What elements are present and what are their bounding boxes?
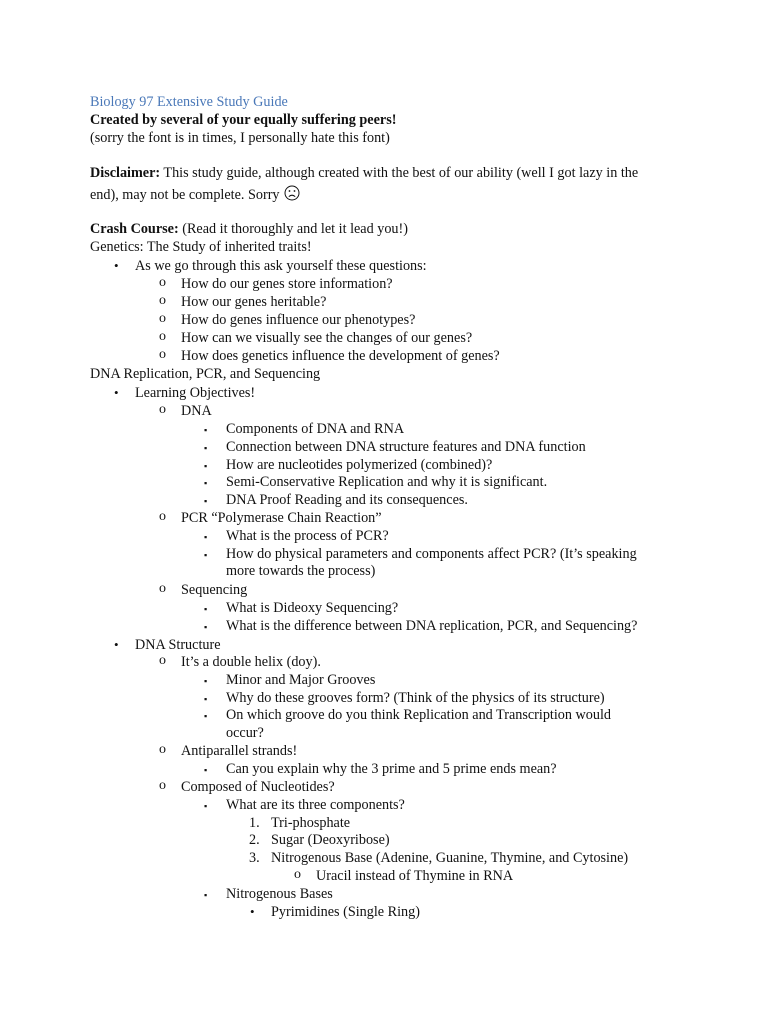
list-item-text: How can we visually see the changes of our genes? <box>181 330 473 346</box>
list-item <box>159 347 500 365</box>
list-item-text: As we go through this ask yourself these questions: <box>135 258 427 274</box>
list-item-text: Tri-phosphate <box>271 815 351 831</box>
list-item <box>159 402 212 420</box>
list-item <box>250 903 420 921</box>
numbered-item <box>249 814 351 832</box>
list-item <box>204 527 389 545</box>
square-marker: ▪ <box>204 478 208 488</box>
list-item <box>159 509 382 527</box>
list-item <box>159 293 327 311</box>
list-item <box>159 653 321 671</box>
list-item <box>204 420 405 438</box>
square-marker: ▪ <box>204 890 208 900</box>
list-item <box>114 257 427 275</box>
list-item-text: How do genes influence our phenotypes? <box>181 312 416 328</box>
list-item-continuation: more towards the process) <box>226 563 376 579</box>
disclaimer-text: This study guide, although created with the best of our ability (well I got lazy in the <box>160 165 639 181</box>
square-marker: ▪ <box>204 604 208 614</box>
list-item <box>204 760 557 778</box>
number-marker: 3. <box>249 850 260 866</box>
number-marker: 1. <box>249 815 260 831</box>
circle-marker: o <box>159 402 166 417</box>
list-item <box>159 581 248 599</box>
disclaimer-line-2 <box>90 185 300 203</box>
list-item <box>204 796 405 814</box>
list-item-text: What is the difference between DNA replication, PCR, and Sequencing? <box>226 618 638 634</box>
square-marker: ▪ <box>204 532 208 542</box>
circle-marker: o <box>159 275 166 290</box>
list-item-text: On which groove do you think Replication and Transcription would <box>226 707 611 723</box>
square-marker: ▪ <box>204 694 208 704</box>
list-item-text: Semi-Conservative Replication and why it is significant. <box>226 474 548 490</box>
list-item-text: DNA <box>181 403 212 419</box>
list-item-text: Uracil instead of Thymine in RNA <box>316 868 514 884</box>
square-marker: ▪ <box>204 711 208 721</box>
circle-marker: o <box>159 742 166 757</box>
circle-marker: o <box>159 581 166 596</box>
list-item <box>204 671 376 689</box>
list-item-text: Pyrimidines (Single Ring) <box>271 904 420 920</box>
list-item <box>204 706 611 724</box>
list-item-continuation: occur? <box>226 725 264 741</box>
square-marker: ▪ <box>204 425 208 435</box>
crash-course-label: Crash Course: <box>90 221 179 237</box>
list-item-text: Sequencing <box>181 582 248 598</box>
list-item <box>114 384 256 402</box>
list-item <box>204 456 493 474</box>
list-item-text: What are its three components? <box>226 797 405 813</box>
frown-face-icon <box>284 185 300 206</box>
list-item <box>204 473 548 491</box>
list-item <box>204 885 333 903</box>
list-item-text: Nitrogenous Base (Adenine, Guanine, Thymine, and Cytosine) <box>271 850 629 866</box>
list-item-text: How do our genes store information? <box>181 276 393 292</box>
list-item-text: What is the process of PCR? <box>226 528 389 544</box>
list-item-text: Sugar (Deoxyribose) <box>271 832 390 848</box>
bullet-marker: • <box>250 904 255 919</box>
list-item-text: How do physical parameters and components affect PCR? (It’s speaking <box>226 546 637 562</box>
document-title: Biology 97 Extensive Study Guide <box>90 94 288 110</box>
list-item-text: What is Dideoxy Sequencing? <box>226 600 399 616</box>
list-item <box>204 599 399 617</box>
list-item-text: Learning Objectives! <box>135 385 256 401</box>
disclaimer-line-1 <box>90 164 638 182</box>
list-item-text: Components of DNA and RNA <box>226 421 405 437</box>
crash-course-text: (Read it thoroughly and let it lead you!) <box>178 221 408 237</box>
font-note: (sorry the font is in times, I personally hate this font) <box>90 130 390 146</box>
numbered-item <box>249 831 390 849</box>
list-item-text: Composed of Nucleotides? <box>181 779 335 795</box>
square-marker: ▪ <box>204 496 208 506</box>
list-item-text: PCR “Polymerase Chain Reaction” <box>181 510 382 526</box>
disclaimer-label: Disclaimer: <box>90 165 161 181</box>
bullet-marker: • <box>114 385 119 400</box>
numbered-item <box>249 849 629 867</box>
list-item-text: Nitrogenous Bases <box>226 886 333 902</box>
bullet-marker: • <box>114 258 119 273</box>
list-item-text: Minor and Major Grooves <box>226 672 376 688</box>
number-marker: 2. <box>249 832 260 848</box>
list-item <box>114 636 221 654</box>
circle-marker: o <box>159 329 166 344</box>
list-item <box>159 742 298 760</box>
document-subtitle: Created by several of your equally suffering peers! <box>90 112 397 128</box>
circle-marker: o <box>159 347 166 362</box>
list-item-text: Antiparallel strands! <box>181 743 298 759</box>
list-item <box>204 491 468 509</box>
list-item-text: Can you explain why the 3 prime and 5 prime ends mean? <box>226 761 557 777</box>
list-item-text: DNA Proof Reading and its consequences. <box>226 492 468 508</box>
square-marker: ▪ <box>204 443 208 453</box>
list-item <box>159 275 393 293</box>
list-item <box>159 329 473 347</box>
circle-marker: o <box>159 293 166 308</box>
list-item-text: How are nucleotides polymerized (combined)? <box>226 457 493 473</box>
list-item-text: Why do these grooves form? (Think of the physics of its structure) <box>226 690 605 706</box>
list-item-text: DNA Structure <box>135 637 221 653</box>
disclaimer-text-2: end), may not be complete. Sorry <box>90 187 280 203</box>
list-item <box>204 689 605 707</box>
list-item <box>204 545 637 563</box>
square-marker: ▪ <box>204 461 208 471</box>
square-marker: ▪ <box>204 676 208 686</box>
square-marker: ▪ <box>204 550 208 560</box>
list-item-text: How does genetics influence the development of genes? <box>181 348 500 364</box>
genetics-heading: Genetics: The Study of inherited traits! <box>90 239 312 255</box>
list-item-text: Connection between DNA structure features and DNA function <box>226 439 586 455</box>
circle-marker: o <box>159 311 166 326</box>
list-item <box>159 311 416 329</box>
crash-course-line <box>90 220 408 238</box>
circle-marker: o <box>159 653 166 668</box>
bullet-marker: • <box>114 637 119 652</box>
dna-section-heading: DNA Replication, PCR, and Sequencing <box>90 366 321 382</box>
list-item-text: It’s a double helix (doy). <box>181 654 321 670</box>
list-item <box>204 438 586 456</box>
square-marker: ▪ <box>204 801 208 811</box>
list-item-text: How our genes heritable? <box>181 294 327 310</box>
circle-marker: o <box>294 867 301 882</box>
list-item <box>294 867 514 885</box>
square-marker: ▪ <box>204 765 208 775</box>
list-item <box>204 617 638 635</box>
list-item <box>159 778 335 796</box>
circle-marker: o <box>159 509 166 524</box>
circle-marker: o <box>159 778 166 793</box>
square-marker: ▪ <box>204 622 208 632</box>
